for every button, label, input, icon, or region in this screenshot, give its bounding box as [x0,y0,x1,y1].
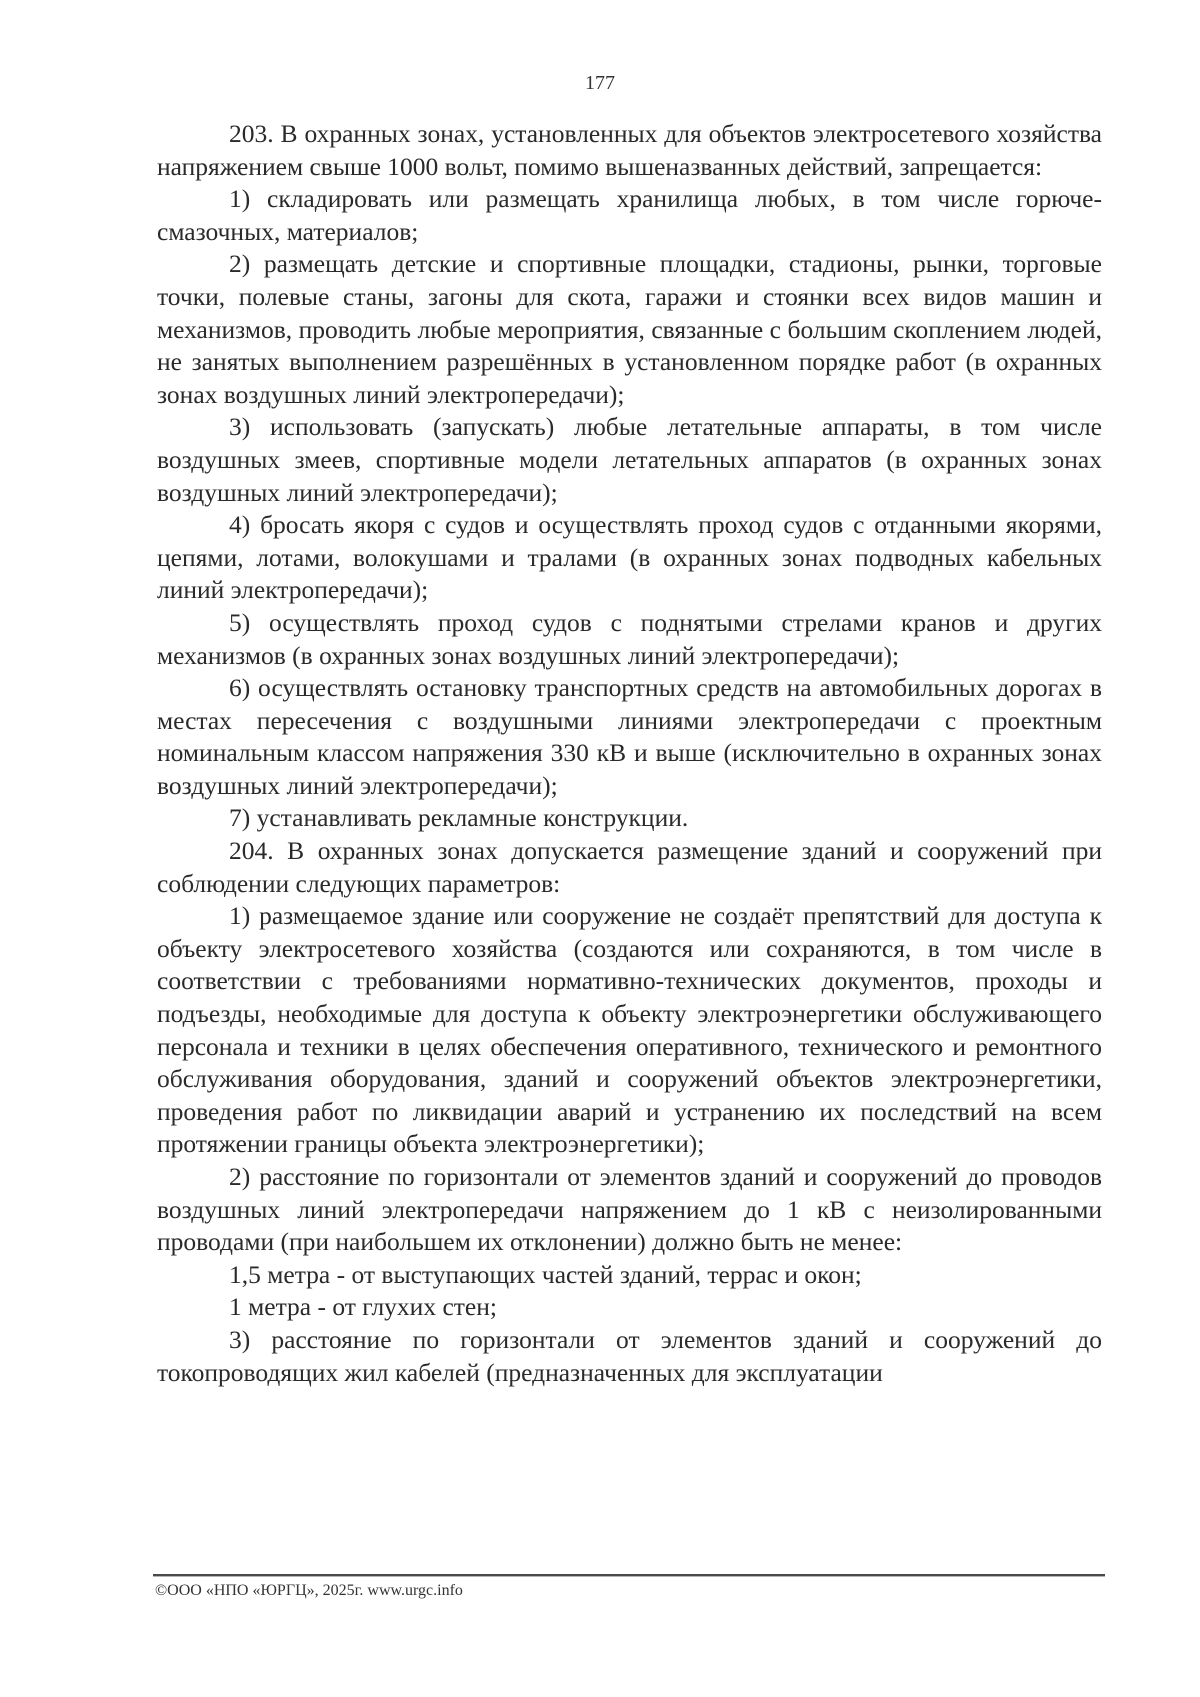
list-item-203-6: 6) осуществлять остановку транспортных средств на автомобильных дорогах в местах пересечения с воздушными линиями электропередачи с проектным номинальным классом напряжения 330 кВ и выше (исключительно в охранных зонах воздушных линий электропередачи); [157,673,1102,800]
list-item-203-7: 7) устанавливать рекламные конструкции. [229,803,689,833]
list-item-203-5: 5) осуществлять проход судов с поднятыми стрелами кранов и других механизмов (в охранных зонах воздушных линий электропередачи); [157,607,1102,670]
distance-item-walls: 1 метра - от глухих стен; [229,1292,497,1322]
list-item-203-2: 2) размещать детские и спортивные площадки, стадионы, рынки, торговые точки, полевые станы, загоны для скота, гаражи и стоянки всех видов машин и механизмов, проводить любые мероприятия, связанные с большим скоплением людей, не занятых выполнением разрешённых в установленном порядке работ (в охранных зонах воздушных линий электропередачи); [157,249,1102,409]
page-number: 177 [585,72,615,94]
distance-item-windows: 1,5 метра - от выступающих частей зданий, террас и окон; [229,1259,862,1289]
list-item-203-3: 3) использовать (запускать) любые летательные аппараты, в том числе воздушных змеев, спортивные модели летательных аппаратов (в охранных зонах воздушных линий электропередачи); [157,412,1102,507]
list-item-204-2: 2) расстояние по горизонтали от элементов зданий и сооружений до проводов воздушных линий электропередачи напряжением до 1 кВ с неизолированными проводами (при наибольшем их отклонении) должно быть не менее: [157,1162,1102,1257]
list-item-204-3: 3) расстояние по горизонтали от элементов зданий и сооружений до токопроводящих жил кабелей (предназначенных для эксплуатации [157,1324,1102,1387]
footer-divider [153,1574,1105,1576]
footer-copyright: ©ООО «НПО «ЮРГЦ», 2025г. www.urgc.info [155,1582,463,1599]
list-item-203-4: 4) бросать якоря с судов и осуществлять проход судов с отданными якорями, цепями, лотами, волокушами и тралами (в охранных зонах подводных кабельных линий электропередачи); [157,510,1102,605]
document-body [157,118,1102,1389]
list-item-203-1: 1) складировать или размещать хранилища любых, в том числе горюче-смазочных, материалов; [157,184,1102,246]
list-item-204-1: 1) размещаемое здание или сооружение не создаёт препятствий для доступа к объекту электросетевого хозяйства (создаются или сохраняются, в том числе в соответствии с требованиями нормативно-технических документов, проходы и подъезды, необходимые для доступа к объекту электроэнергетики обслуживающего персонала и техники в целях обеспечения оперативного, технического и ремонтного обслуживания оборудования, зданий и сооружений объектов электроэнергетики, проведения работ по ликвидации аварий и устранению их последствий на всем протяжении границы объекта электроэнергетики); [157,901,1102,1159]
paragraph-203: 203. В охранных зонах, установленных для объектов электросетевого хозяйства напряжением свыше 1000 вольт, помимо вышеназванных действий, запрещается: [157,119,1102,181]
paragraph-204: 204. В охранных зонах допускается размещение зданий и сооружений при соблюдении следующих параметров: [157,836,1102,898]
